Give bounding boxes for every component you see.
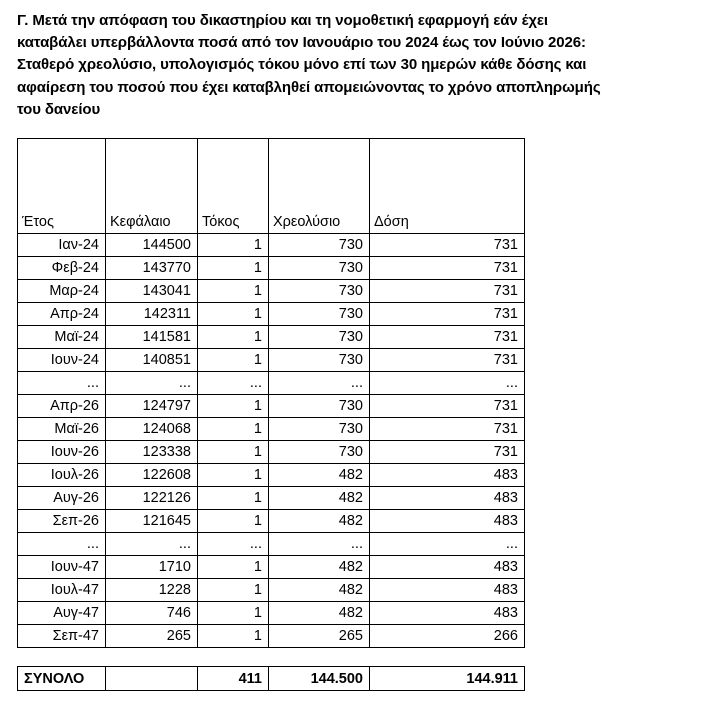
- cell-principal: 482: [269, 487, 370, 510]
- cell-principal: 265: [269, 625, 370, 648]
- table-header-row: [18, 139, 525, 234]
- cell-installment: 483: [370, 487, 525, 510]
- cell-installment: 731: [370, 326, 525, 349]
- cell-principal: 730: [269, 441, 370, 464]
- cell-capital: 124797: [106, 395, 198, 418]
- document-heading: [17, 10, 702, 121]
- cell-year: Ιουλ-26: [18, 464, 106, 487]
- repayment-table: [17, 138, 525, 648]
- cell-interest: 1: [198, 349, 269, 372]
- cell-capital: 143770: [106, 257, 198, 280]
- cell-interest: 1: [198, 464, 269, 487]
- cell-interest: 1: [198, 257, 269, 280]
- cell-installment: 731: [370, 257, 525, 280]
- table-row: [18, 441, 525, 464]
- cell-capital: 121645: [106, 510, 198, 533]
- cell-installment: 731: [370, 349, 525, 372]
- cell-principal: 482: [269, 579, 370, 602]
- cell-installment: 731: [370, 395, 525, 418]
- table-row: [18, 395, 525, 418]
- header-principal: Χρεολύσιο: [269, 139, 370, 234]
- cell-year: Σεπ-47: [18, 625, 106, 648]
- cell-year: Αυγ-47: [18, 602, 106, 625]
- table-row: [18, 602, 525, 625]
- cell-installment: 731: [370, 234, 525, 257]
- cell-capital: 1710: [106, 556, 198, 579]
- total-principal: 144.500: [269, 667, 370, 691]
- cell-installment: 731: [370, 280, 525, 303]
- total-label: ΣΥΝΟΛΟ: [18, 667, 106, 691]
- cell-installment: 483: [370, 464, 525, 487]
- total-interest: 411: [198, 667, 269, 691]
- table-row: [18, 625, 525, 648]
- cell-year: Αυγ-26: [18, 487, 106, 510]
- table-row: [18, 303, 525, 326]
- header-capital: Κεφάλαιο: [106, 139, 198, 234]
- cell-capital: 144500: [106, 234, 198, 257]
- cell-capital: 123338: [106, 441, 198, 464]
- cell-year: Ιουν-26: [18, 441, 106, 464]
- cell-year: Απρ-26: [18, 395, 106, 418]
- table-row: [18, 533, 525, 556]
- cell-installment: 731: [370, 303, 525, 326]
- totals-table: [17, 666, 525, 691]
- cell-principal: 730: [269, 303, 370, 326]
- cell-year: Ιουλ-47: [18, 579, 106, 602]
- cell-year: Φεβ-24: [18, 257, 106, 280]
- cell-capital: 124068: [106, 418, 198, 441]
- cell-capital: ...: [106, 533, 198, 556]
- heading-line: του δανείου: [17, 100, 101, 118]
- cell-installment: 483: [370, 510, 525, 533]
- cell-interest: ...: [198, 533, 269, 556]
- cell-installment: 731: [370, 441, 525, 464]
- cell-capital: 122608: [106, 464, 198, 487]
- table-row: [18, 418, 525, 441]
- table-row: [18, 326, 525, 349]
- cell-year: Μαϊ-24: [18, 326, 106, 349]
- cell-principal: 482: [269, 510, 370, 533]
- cell-installment: ...: [370, 372, 525, 395]
- table-row: [18, 579, 525, 602]
- cell-principal: 730: [269, 257, 370, 280]
- cell-principal: ...: [269, 533, 370, 556]
- table-row: [18, 487, 525, 510]
- total-capital: [106, 667, 198, 691]
- cell-capital: 122126: [106, 487, 198, 510]
- cell-principal: 730: [269, 349, 370, 372]
- cell-year: Μαϊ-26: [18, 418, 106, 441]
- cell-capital: ...: [106, 372, 198, 395]
- table-row: [18, 234, 525, 257]
- cell-installment: 266: [370, 625, 525, 648]
- table-row: [18, 556, 525, 579]
- cell-principal: 730: [269, 418, 370, 441]
- cell-principal: 730: [269, 234, 370, 257]
- total-row: [18, 667, 525, 691]
- cell-interest: 1: [198, 395, 269, 418]
- cell-year: Ιουν-47: [18, 556, 106, 579]
- cell-interest: 1: [198, 510, 269, 533]
- cell-year: Ιαν-24: [18, 234, 106, 257]
- cell-installment: 731: [370, 418, 525, 441]
- header-installment: Δόση: [370, 139, 525, 234]
- cell-year: Μαρ-24: [18, 280, 106, 303]
- cell-interest: 1: [198, 326, 269, 349]
- cell-capital: 265: [106, 625, 198, 648]
- cell-interest: 1: [198, 625, 269, 648]
- cell-interest: 1: [198, 602, 269, 625]
- cell-interest: 1: [198, 303, 269, 326]
- table-row: [18, 280, 525, 303]
- cell-capital: 143041: [106, 280, 198, 303]
- cell-interest: 1: [198, 234, 269, 257]
- table-row: [18, 372, 525, 395]
- cell-capital: 1228: [106, 579, 198, 602]
- cell-installment: 483: [370, 556, 525, 579]
- cell-interest: 1: [198, 280, 269, 303]
- header-year: Έτος: [18, 139, 106, 234]
- cell-interest: 1: [198, 487, 269, 510]
- cell-principal: 482: [269, 602, 370, 625]
- cell-principal: 730: [269, 326, 370, 349]
- table-row: [18, 510, 525, 533]
- cell-interest: ...: [198, 372, 269, 395]
- cell-interest: 1: [198, 556, 269, 579]
- cell-year: ...: [18, 533, 106, 556]
- cell-principal: 482: [269, 464, 370, 487]
- heading-line: καταβάλει υπερβάλλοντα ποσά από τον Ιανουάριο του 2024 έως τον Ιούνιο 2026:: [17, 34, 586, 52]
- header-interest: Τόκος: [198, 139, 269, 234]
- cell-capital: 140851: [106, 349, 198, 372]
- table-row: [18, 349, 525, 372]
- table-row: [18, 464, 525, 487]
- table-row: [18, 257, 525, 280]
- cell-interest: 1: [198, 418, 269, 441]
- cell-installment: 483: [370, 602, 525, 625]
- cell-principal: 730: [269, 280, 370, 303]
- cell-principal: 730: [269, 395, 370, 418]
- heading-line: αφαίρεση του ποσού που έχει καταβληθεί απομειώνοντας το χρόνο αποπληρωμής: [17, 78, 601, 96]
- cell-capital: 141581: [106, 326, 198, 349]
- cell-installment: ...: [370, 533, 525, 556]
- heading-line: Σταθερό χρεολύσιο, υπολογισμός τόκου μόνο επί των 30 ημερών κάθε δόσης και: [17, 56, 587, 74]
- cell-year: Σεπ-26: [18, 510, 106, 533]
- cell-principal: 482: [269, 556, 370, 579]
- cell-principal: ...: [269, 372, 370, 395]
- cell-interest: 1: [198, 441, 269, 464]
- cell-interest: 1: [198, 579, 269, 602]
- cell-year: Απρ-24: [18, 303, 106, 326]
- cell-installment: 483: [370, 579, 525, 602]
- cell-capital: 142311: [106, 303, 198, 326]
- cell-year: ...: [18, 372, 106, 395]
- total-installment: 144.911: [370, 667, 525, 691]
- cell-year: Ιουν-24: [18, 349, 106, 372]
- cell-capital: 746: [106, 602, 198, 625]
- heading-line: Γ. Μετά την απόφαση του δικαστηρίου και τη νομοθετική εφαρμογή εάν έχει: [17, 12, 548, 29]
